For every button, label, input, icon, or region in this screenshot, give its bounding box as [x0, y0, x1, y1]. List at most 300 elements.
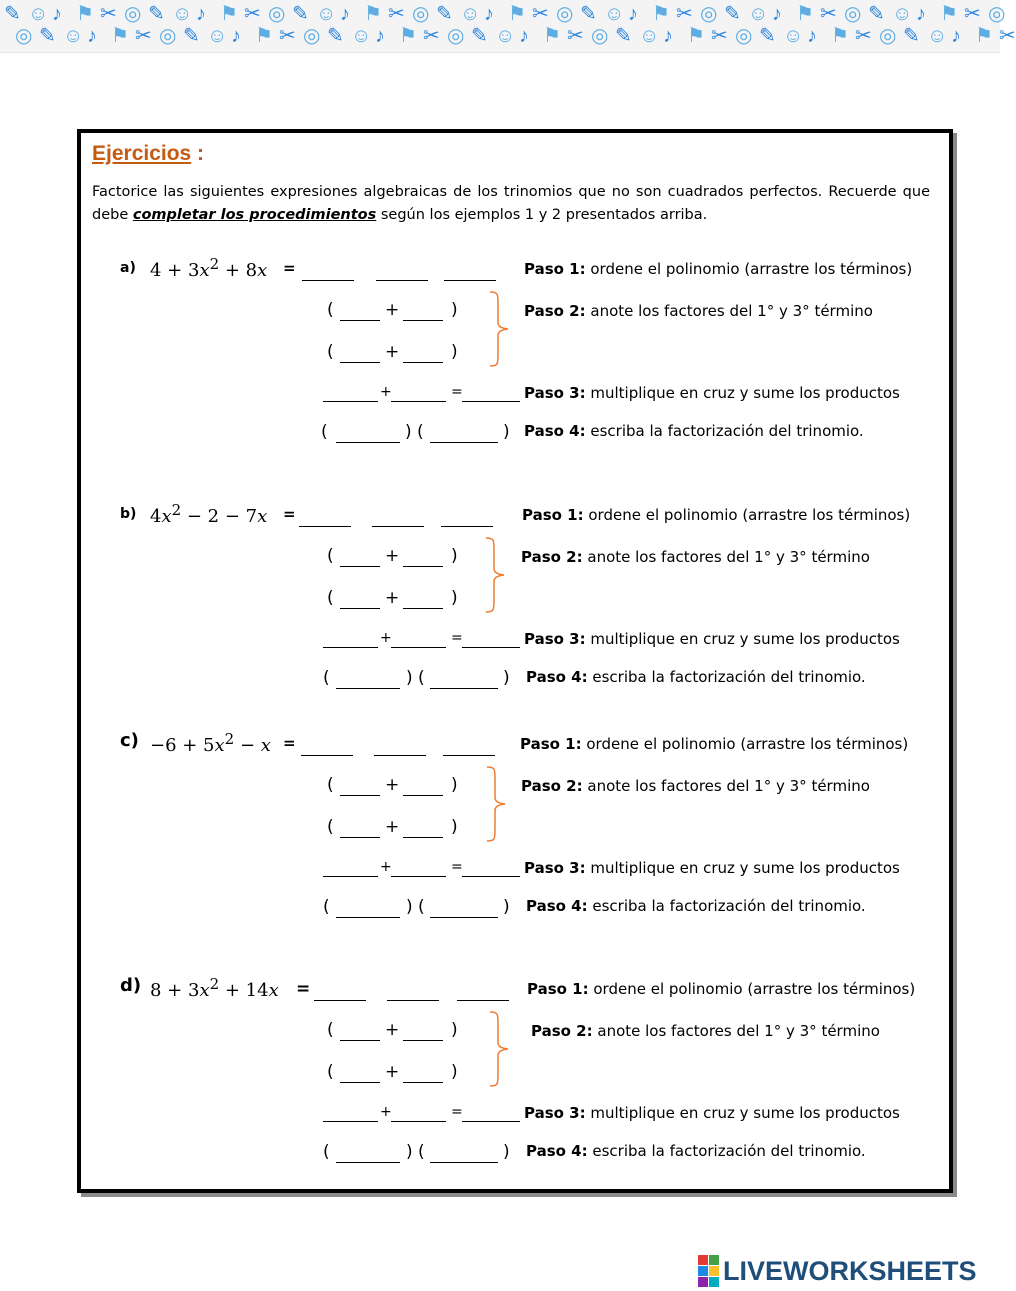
paso3-equals: [451, 384, 463, 400]
doodle-icon: ◎: [268, 3, 286, 25]
paso4-instruction: [526, 668, 866, 686]
doodle-icon: ⚑: [220, 3, 238, 25]
result-close-paren: [503, 897, 510, 917]
doodle-icon: ⚑: [508, 3, 526, 25]
open-paren: (: [321, 422, 328, 442]
close-paren: ): [451, 300, 458, 320]
open-paren: (: [327, 817, 334, 837]
close-paren: ): [451, 817, 458, 837]
result-blank-left[interactable]: [336, 442, 400, 443]
instructions-line1: Factorice las siguientes expresiones algebraicas de los trinomios que no son cuadrados perfectos.: [92, 184, 823, 200]
doodle-icon: ☺: [172, 3, 193, 25]
paso1-blank-1[interactable]: [314, 1000, 366, 1001]
doodle-icon: ◎: [591, 25, 609, 47]
doodle-icon: ☺: [927, 25, 948, 47]
plus-sign: +: [385, 1020, 400, 1040]
doodle-icon: ✂: [100, 3, 117, 25]
plus-sign: +: [380, 384, 392, 400]
doodle-icon: ✂: [676, 3, 693, 25]
paso4-instruction: [526, 1142, 866, 1160]
result-joined-parens: [406, 897, 425, 917]
result-open-paren: [323, 1142, 330, 1162]
paso4-text: escriba la factorización del trinomio.: [587, 897, 866, 915]
paso3-blank-result[interactable]: [462, 876, 520, 877]
doodle-icon: ⚑: [940, 3, 958, 25]
paso1-label: Paso 1:: [522, 506, 584, 524]
close-paren: ): [451, 342, 458, 362]
doodle-icon: ◎: [700, 3, 718, 25]
exercise-expression: $8 + 3x^2 + 14x$: [150, 975, 279, 1001]
equals-sign: =: [451, 630, 463, 646]
doodle-icon: ☺: [316, 3, 337, 25]
header-banner: [0, 0, 1016, 53]
doodle-icon: ⚑: [76, 3, 94, 25]
doodle-icon: ☺: [351, 25, 372, 47]
result-blank-left[interactable]: [336, 917, 400, 918]
doodle-icon: ⚑: [111, 25, 129, 47]
doodle-icon: ✎: [39, 25, 56, 47]
doodle-icon: ♪: [519, 25, 529, 47]
paso3-plus: [380, 1104, 392, 1120]
joined-parens: ) (: [406, 668, 425, 688]
factor-close-paren: [451, 300, 458, 320]
logo-mark-icon: [698, 1255, 719, 1287]
paso3-label: Paso 3:: [524, 384, 586, 402]
paso3-blank-2[interactable]: [391, 647, 446, 648]
doodle-icon: ✎: [724, 3, 741, 25]
doodle-icon: ⚑: [543, 25, 561, 47]
exercise-expression: $-6 + 5x^2 - x$: [150, 730, 271, 756]
doodle-icon: ✎: [759, 25, 776, 47]
paso3-instruction: [524, 630, 900, 648]
exercise-equals: [296, 979, 310, 999]
paso1-blank-1[interactable]: [301, 755, 353, 756]
doodle-icon: ◎: [556, 3, 574, 25]
factor-blank-right[interactable]: [403, 837, 443, 838]
factor-close-paren: [451, 342, 458, 362]
logo-text: LIVEWORKSHEETS: [723, 1255, 977, 1286]
doodle-icon: ✂: [423, 25, 440, 47]
doodle-icon: ✎: [4, 3, 21, 25]
factor-blank-left[interactable]: [340, 362, 380, 363]
exercise-label: [120, 975, 141, 996]
doodle-icon: ✎: [615, 25, 632, 47]
doodle-icon: ✎: [471, 25, 488, 47]
doodle-icon: ✎: [292, 3, 309, 25]
paso1-label: Paso 1:: [520, 735, 582, 753]
factor-blank-left[interactable]: [340, 1082, 380, 1083]
plus-sign: +: [380, 859, 392, 875]
paso1-instruction: [522, 506, 910, 524]
paso3-label: Paso 3:: [524, 630, 586, 648]
factor-plus: [385, 300, 399, 320]
result-blank-left[interactable]: [336, 688, 400, 689]
paso3-equals: [451, 859, 463, 875]
result-blank-right[interactable]: [430, 442, 498, 443]
doodle-icon: ✎: [327, 25, 344, 47]
plus-sign: +: [385, 817, 400, 837]
doodle-icon: ◎: [844, 3, 862, 25]
liveworksheets-logo: [698, 1255, 977, 1287]
paso1-blank-3[interactable]: [444, 280, 496, 281]
paso2-label: Paso 2:: [531, 1022, 593, 1040]
factor-blank-left[interactable]: [340, 608, 380, 609]
doodle-icon: ◎: [735, 25, 753, 47]
doodle-icon: ◎: [303, 25, 321, 47]
paso4-text: escriba la factorización del trinomio.: [587, 1142, 866, 1160]
paso4-instruction: [526, 897, 866, 915]
open-paren: (: [327, 588, 334, 608]
paso3-blank-result[interactable]: [462, 401, 520, 402]
instructions-line2-start: Recuerde que debe: [92, 184, 930, 223]
paso3-text: multiplique en cruz y sume los productos: [585, 384, 900, 402]
factor-close-paren: [451, 1020, 458, 1040]
factor-close-paren: [451, 1062, 458, 1082]
doodle-icon: ✂: [711, 25, 728, 47]
joined-parens: ) (: [406, 897, 425, 917]
exercise-equals: [283, 259, 296, 277]
factor-close-paren: [451, 588, 458, 608]
exercise-label-text: a): [120, 260, 136, 276]
paso1-text: ordene el polinomio (arrastre los términos): [588, 980, 916, 998]
factor-blank-left[interactable]: [340, 837, 380, 838]
paso3-blank-1[interactable]: [323, 647, 378, 648]
factor-open-paren: [327, 817, 334, 837]
paso1-text: ordene el polinomio (arrastre los términos): [583, 506, 911, 524]
doodle-icon: ♪: [52, 3, 62, 25]
paso2-label: Paso 2:: [521, 777, 583, 795]
paso2-instruction: [521, 548, 870, 566]
plus-sign: +: [385, 588, 400, 608]
joined-parens: ) (: [405, 422, 424, 442]
doodle-icon: ⚑: [255, 25, 273, 47]
factor-close-paren: [451, 546, 458, 566]
doodle-icon: ◎: [879, 25, 897, 47]
factor-plus: [385, 1020, 399, 1040]
doodle-icon: ✎: [148, 3, 165, 25]
equals-text: =: [283, 505, 296, 523]
paso3-blank-result[interactable]: [462, 647, 520, 648]
result-open-paren: [323, 897, 330, 917]
factor-blank-right[interactable]: [403, 795, 443, 796]
factor-blank-right[interactable]: [403, 1082, 443, 1083]
paso1-label: Paso 1:: [527, 980, 589, 998]
doodle-icon: ☺: [748, 3, 769, 25]
doodle-icon: ♪: [807, 25, 817, 47]
exercise-label-text: b): [120, 506, 137, 522]
doodle-icon: ✂: [244, 3, 261, 25]
joined-parens: ) (: [406, 1142, 425, 1162]
doodle-icon: ✎: [868, 3, 885, 25]
paso3-blank-2[interactable]: [391, 1121, 446, 1122]
paso3-instruction: [524, 384, 900, 402]
doodle-icon: ⚑: [652, 3, 670, 25]
paso2-label: Paso 2:: [521, 548, 583, 566]
doodle-icon: ♪: [231, 25, 241, 47]
plus-sign: +: [385, 775, 400, 795]
result-close-paren: [503, 422, 510, 442]
equals-text: =: [283, 734, 296, 752]
paso1-text: ordene el polinomio (arrastre los términos): [585, 260, 913, 278]
doodle-icon: ✂: [855, 25, 872, 47]
doodle-icon: ⚑: [796, 3, 814, 25]
paso3-blank-result[interactable]: [462, 1121, 520, 1122]
doodle-icon: ⚑: [975, 25, 993, 47]
exercise-equals: [283, 734, 296, 752]
paso1-blank-1[interactable]: [299, 526, 351, 527]
plus-sign: +: [385, 300, 400, 320]
paso2-text: anote los factores del 1° y 3° término: [592, 1022, 880, 1040]
paso3-text: multiplique en cruz y sume los productos: [585, 630, 900, 648]
doodle-icon: ◎: [447, 25, 465, 47]
doodle-icon: ✎: [903, 25, 920, 47]
paso2-instruction: [531, 1022, 880, 1040]
doodle-icon: ♪: [484, 3, 494, 25]
paso1-blank-3[interactable]: [443, 755, 495, 756]
factor-blank-left[interactable]: [340, 566, 380, 567]
doodle-icon: ♪: [340, 3, 350, 25]
instructions: [92, 181, 930, 227]
doodle-icon: ◎: [15, 25, 33, 47]
paso3-instruction: [524, 859, 900, 877]
paso4-instruction: [524, 422, 864, 440]
paso1-instruction: [527, 980, 915, 998]
equals-text: =: [283, 259, 296, 277]
factor-plus: [385, 775, 399, 795]
paso1-blank-2[interactable]: [376, 280, 428, 281]
open-paren: (: [327, 1020, 334, 1040]
exercise-label-text: c): [120, 730, 139, 751]
factor-close-paren: [451, 775, 458, 795]
plus-sign: +: [385, 342, 400, 362]
doodle-icon: ✂: [964, 3, 981, 25]
factor-plus: [385, 817, 399, 837]
paso2-instruction: [521, 777, 870, 795]
open-paren: (: [327, 546, 334, 566]
paso2-text: anote los factores del 1° y 3° término: [582, 777, 870, 795]
paso3-text: multiplique en cruz y sume los productos: [585, 1104, 900, 1122]
equals-sign: =: [451, 1104, 463, 1120]
paso2-text: anote los factores del 1° y 3° término: [585, 302, 873, 320]
plus-sign: +: [380, 1104, 392, 1120]
instructions-emphasis: completar los procedimientos: [132, 207, 377, 223]
result-close-paren: [503, 1142, 510, 1162]
factor-blank-left[interactable]: [340, 795, 380, 796]
doodle-icon: ☺: [495, 25, 516, 47]
paso3-blank-1[interactable]: [323, 876, 378, 877]
paso3-blank-1[interactable]: [323, 401, 378, 402]
title-colon: :: [197, 142, 204, 165]
paso3-plus: [380, 384, 392, 400]
doodle-icon: ⚑: [831, 25, 849, 47]
paso1-blank-3[interactable]: [441, 526, 493, 527]
doodle-icon: ☺: [28, 3, 49, 25]
open-paren: (: [323, 897, 330, 917]
paso1-blank-2[interactable]: [387, 1000, 439, 1001]
paso2-label: Paso 2:: [524, 302, 586, 320]
open-paren: (: [327, 1062, 334, 1082]
equals-text: =: [296, 979, 311, 999]
paso2-text: anote los factores del 1° y 3° término: [582, 548, 870, 566]
factor-open-paren: [327, 300, 334, 320]
factor-close-paren: [451, 817, 458, 837]
paso1-blank-2[interactable]: [372, 526, 424, 527]
doodle-icon: ✂: [820, 3, 837, 25]
factor-open-paren: [327, 1062, 334, 1082]
doodle-icon: ☺: [783, 25, 804, 47]
doodle-icon: ✂: [999, 25, 1016, 47]
factor-plus: [385, 546, 399, 566]
factor-open-paren: [327, 1020, 334, 1040]
open-paren: (: [323, 668, 330, 688]
factor-blank-left[interactable]: [340, 1040, 380, 1041]
doodle-icon: ☺: [604, 3, 625, 25]
factor-plus: [385, 588, 399, 608]
factor-blank-right[interactable]: [403, 1040, 443, 1041]
paso2-instruction: [524, 302, 873, 320]
doodle-icon: ☺: [639, 25, 660, 47]
paso1-blank-2[interactable]: [374, 755, 426, 756]
factor-blank-right[interactable]: [403, 320, 443, 321]
factor-blank-right[interactable]: [403, 362, 443, 363]
result-blank-right[interactable]: [430, 688, 498, 689]
instructions-line2-end: según los ejemplos 1 y 2 presentados arriba.: [376, 207, 708, 223]
doodle-icon: ⚑: [399, 25, 417, 47]
plus-sign: +: [385, 1062, 400, 1082]
paso3-equals: [451, 1104, 463, 1120]
factor-blank-left[interactable]: [340, 320, 380, 321]
paso3-blank-2[interactable]: [391, 876, 446, 877]
doodle-icon: ✎: [580, 3, 597, 25]
exercise-label: [120, 506, 136, 522]
doodle-icon: ◎: [412, 3, 430, 25]
doodle-icon: ◎: [159, 25, 177, 47]
close-paren: ): [503, 897, 510, 917]
exercise-expression: $4x^2 - 2 - 7x$: [150, 501, 268, 527]
doodle-icon: ✎: [183, 25, 200, 47]
close-paren: ): [503, 1142, 510, 1162]
equals-sign: =: [451, 859, 463, 875]
result-close-paren: [503, 668, 510, 688]
plus-sign: +: [385, 546, 400, 566]
doodle-icon: ♪: [772, 3, 782, 25]
brace-icon: [488, 1010, 532, 1088]
close-paren: ): [503, 668, 510, 688]
doodle-icon: ♪: [87, 25, 97, 47]
doodle-icon: ✂: [532, 3, 549, 25]
exercise-label: [120, 730, 139, 751]
factor-plus: [385, 1062, 399, 1082]
paso1-instruction: [524, 260, 912, 278]
close-paren: ): [451, 1062, 458, 1082]
paso4-label: Paso 4:: [526, 897, 588, 915]
exercise-label: [120, 260, 136, 276]
doodle-icon: ♪: [951, 25, 961, 47]
factor-open-paren: [327, 342, 334, 362]
doodle-icon: ☺: [63, 25, 84, 47]
exercise-label-text: d): [120, 975, 142, 996]
factor-open-paren: [327, 588, 334, 608]
result-open-paren: [323, 668, 330, 688]
factor-blank-right[interactable]: [403, 566, 443, 567]
result-joined-parens: [405, 422, 424, 442]
result-blank-right[interactable]: [430, 1162, 498, 1163]
factor-open-paren: [327, 546, 334, 566]
doodle-icon: ✂: [388, 3, 405, 25]
paso4-label: Paso 4:: [524, 422, 586, 440]
doodle-icon: ♪: [196, 3, 206, 25]
open-paren: (: [327, 775, 334, 795]
doodle-icon: ♪: [916, 3, 926, 25]
doodle-icon: ✂: [567, 25, 584, 47]
doodle-icon: ◎: [124, 3, 142, 25]
paso4-text: escriba la factorización del trinomio.: [585, 422, 864, 440]
page-title: Ejercicios: [92, 142, 192, 165]
doodle-icon: ✂: [135, 25, 152, 47]
paso3-plus: [380, 859, 392, 875]
doodle-icon: ⚑: [687, 25, 705, 47]
doodle-icon: ✎: [436, 3, 453, 25]
paso1-label: Paso 1:: [524, 260, 586, 278]
doodle-icon: ♪: [375, 25, 385, 47]
close-paren: ): [451, 775, 458, 795]
exercise-equals: [283, 505, 296, 523]
result-blank-right[interactable]: [430, 917, 498, 918]
equals-sign: =: [451, 384, 463, 400]
doodle-icon: ◎: [988, 3, 1006, 25]
paso3-text: multiplique en cruz y sume los productos: [585, 859, 900, 877]
result-open-paren: [321, 422, 328, 442]
close-paren: ): [451, 1020, 458, 1040]
doodle-icon: ⚑: [364, 3, 382, 25]
doodle-icon: ☺: [892, 3, 913, 25]
paso3-label: Paso 3:: [524, 1104, 586, 1122]
paso3-plus: [380, 630, 392, 646]
paso3-blank-2[interactable]: [391, 401, 446, 402]
plus-sign: +: [380, 630, 392, 646]
doodle-icon: ♪: [628, 3, 638, 25]
result-joined-parens: [406, 668, 425, 688]
factor-blank-right[interactable]: [403, 608, 443, 609]
paso3-instruction: [524, 1104, 900, 1122]
close-paren: ): [451, 546, 458, 566]
doodle-icon: ☺: [460, 3, 481, 25]
doodle-icon: ✂: [279, 25, 296, 47]
paso1-text: ordene el polinomio (arrastre los términos): [581, 735, 909, 753]
paso3-label: Paso 3:: [524, 859, 586, 877]
paso1-blank-1[interactable]: [302, 280, 354, 281]
paso4-label: Paso 4:: [526, 1142, 588, 1160]
paso3-blank-1[interactable]: [323, 1121, 378, 1122]
open-paren: (: [327, 342, 334, 362]
paso1-blank-3[interactable]: [457, 1000, 509, 1001]
result-joined-parens: [406, 1142, 425, 1162]
paso1-instruction: [520, 735, 908, 753]
paso3-equals: [451, 630, 463, 646]
close-paren: ): [451, 588, 458, 608]
factor-plus: [385, 342, 399, 362]
open-paren: (: [323, 1142, 330, 1162]
doodle-icon: ☺: [207, 25, 228, 47]
paso4-text: escriba la factorización del trinomio.: [587, 668, 866, 686]
paso4-label: Paso 4:: [526, 668, 588, 686]
close-paren: ): [503, 422, 510, 442]
exercise-expression: $4 + 3x^2 + 8x$: [150, 255, 268, 281]
doodle-icon: ♪: [663, 25, 673, 47]
factor-open-paren: [327, 775, 334, 795]
result-blank-left[interactable]: [336, 1162, 400, 1163]
open-paren: (: [327, 300, 334, 320]
